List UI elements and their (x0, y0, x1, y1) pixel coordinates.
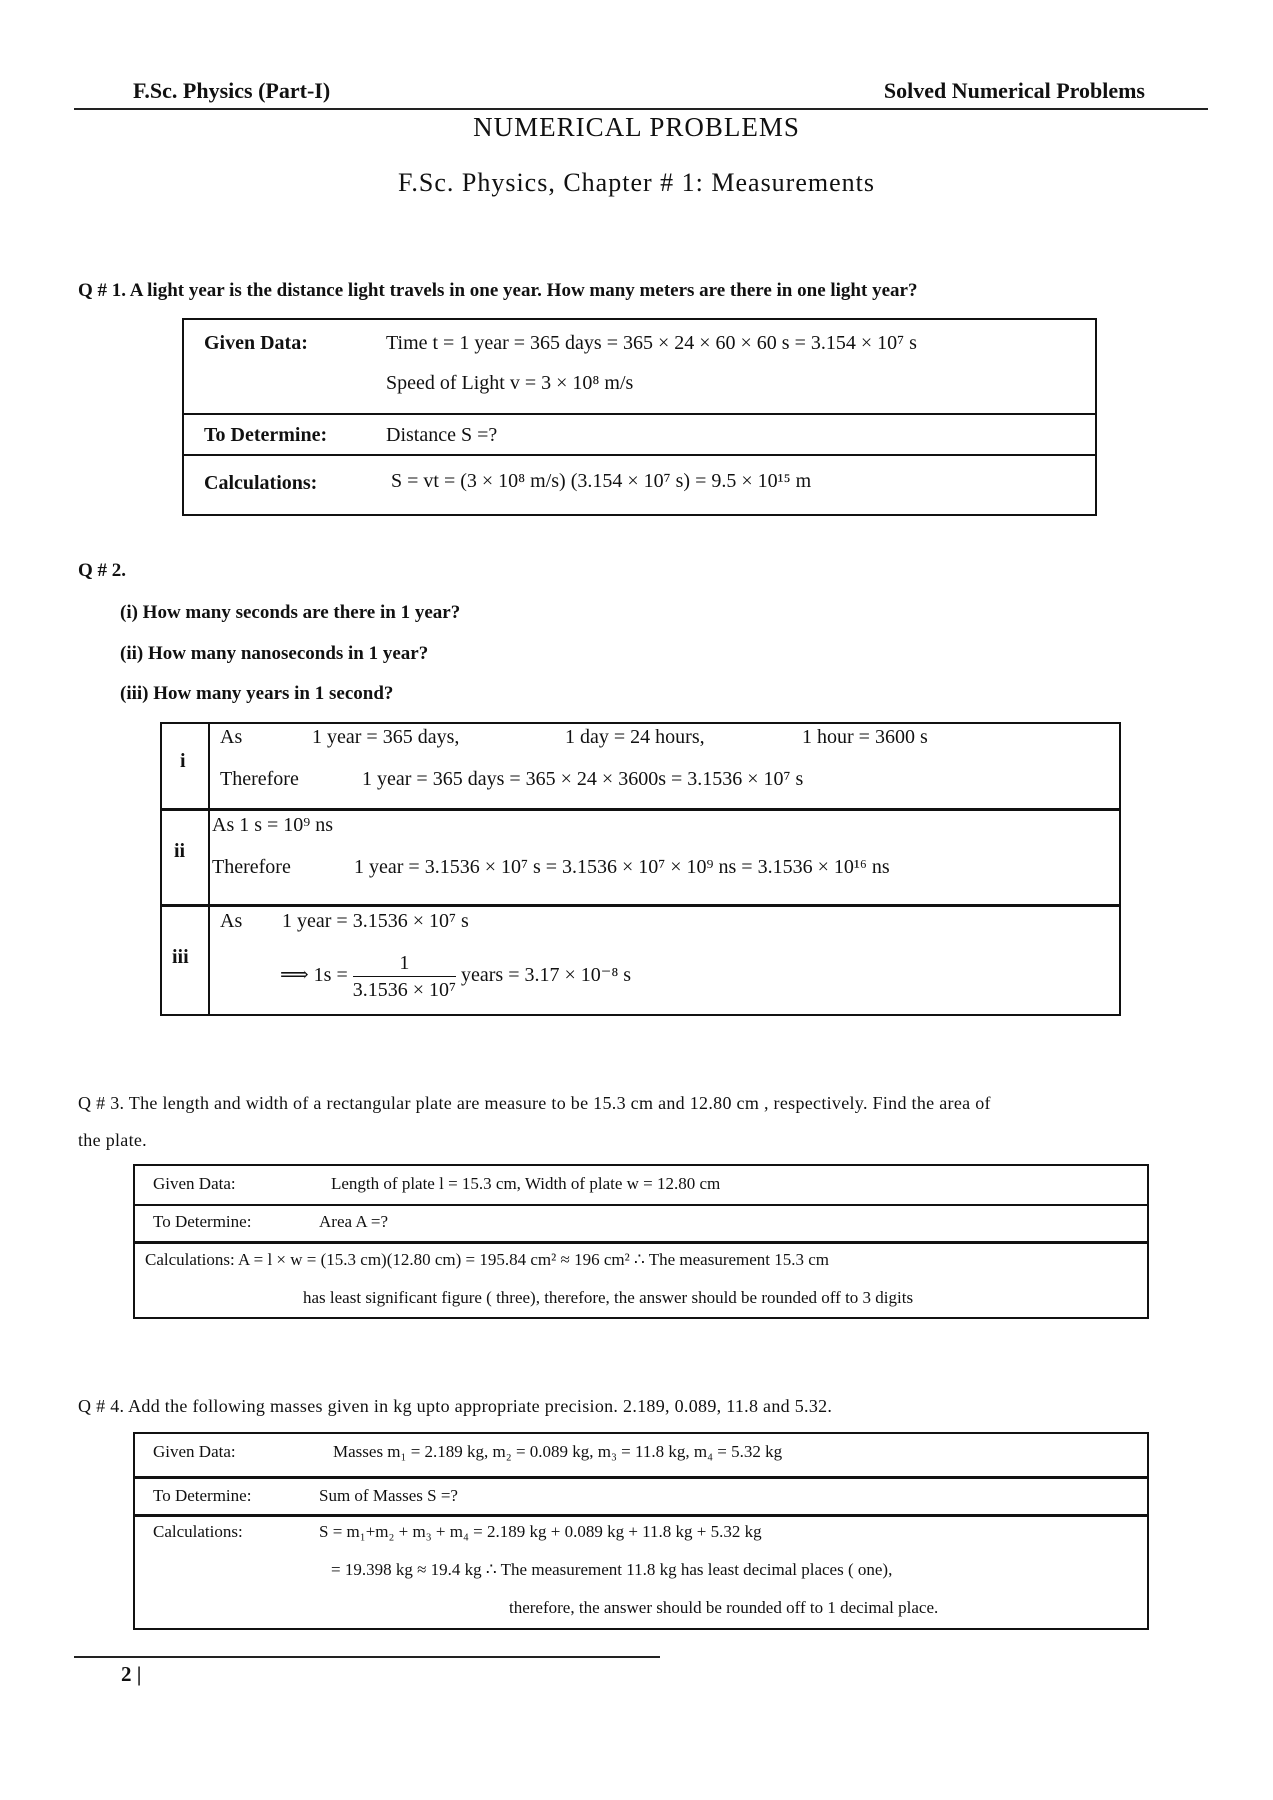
determine-label: To Determine: (153, 1486, 252, 1505)
fraction (353, 950, 456, 1003)
row-iii-result: years = 3.17 × 10⁻⁸ s (461, 964, 632, 987)
row-ii-result: 1 year = 3.1536 × 10⁷ s = 3.1536 × 10⁷ × 10⁹ ns = 3.1536 × 10¹⁶ ns (354, 856, 890, 878)
row-label-i: i (180, 750, 186, 772)
q1-table (182, 318, 1097, 516)
calc-line-1: Calculations: A = l × w = (15.3 cm)(12.80 cm) = 195.84 cm² ≈ 196 cm² ∴ The measurement 15.3 cm (145, 1250, 830, 1269)
given-label: Given Data: (153, 1174, 236, 1193)
footer-rule (74, 1656, 660, 1658)
row-label-iii: iii (172, 946, 189, 968)
row-ii-as: As 1 s = 10⁹ ns (212, 814, 334, 836)
header-left: F.Sc. Physics (Part-I) (133, 78, 331, 103)
row-iii-year: 1 year = 3.1536 × 10⁷ s (282, 910, 469, 932)
calc-line-1: S = m₁+m₂ + m₃ + m₄ = 2.189 kg + 0.089 kg + 11.8 kg + 5.32 kg (319, 1522, 762, 1541)
row-iii-as: As (220, 910, 243, 932)
page-title: NUMERICAL PROBLEMS (473, 112, 800, 142)
calc-label: Calculations: (153, 1522, 243, 1541)
determine-value: Area A =? (319, 1212, 389, 1231)
calc-line-2: = 19.398 kg ≈ 19.4 kg ∴ The measurement 11.8 kg has least decimal places ( one), (331, 1560, 893, 1579)
given-value: Length of plate l = 15.3 cm, Width of plate w = 12.80 cm (331, 1174, 721, 1193)
chapter-title: F.Sc. Physics, Chapter # 1: Measurements (398, 168, 875, 197)
row-i-therefore: Therefore (220, 768, 299, 790)
determine-label: To Determine: (204, 424, 328, 446)
given-speed: Speed of Light v = 3 × 10⁸ m/s (386, 372, 634, 394)
implies: ⟹ 1s = (280, 964, 348, 987)
calc-line-3: therefore, the answer should be rounded off to 1 decimal place. (509, 1598, 939, 1617)
q2-part-iii: (iii) How many years in 1 second? (120, 683, 394, 704)
given-value: Masses m₁ = 2.189 kg, m₂ = 0.089 kg, m₃ = 11.8 kg, m₄ = 5.32 kg (333, 1442, 783, 1461)
row-i-hour: 1 hour = 3600 s (802, 726, 928, 748)
q2-question: Q # 2. (78, 560, 127, 581)
determine-value: Sum of Masses S =? (319, 1486, 458, 1505)
row-label-ii: ii (174, 840, 186, 862)
row-i-result: 1 year = 365 days = 365 × 24 × 3600s = 3.1536 × 10⁷ s (362, 768, 804, 790)
numerator: 1 (353, 950, 456, 977)
calc-label: Calculations: (204, 472, 318, 494)
given-label: Given Data: (204, 332, 308, 354)
row-i-year: 1 year = 365 days, (312, 726, 460, 748)
calc-value: S = vt = (3 × 10⁸ m/s) (3.154 × 10⁷ s) = 9.5 × 10¹⁵ m (391, 470, 812, 492)
determine-label: To Determine: (153, 1212, 252, 1231)
header-right: Solved Numerical Problems (883, 78, 1145, 103)
row-iii-equation (280, 950, 631, 1003)
denominator: 3.1536 × 10⁷ (352, 979, 456, 1001)
determine-value: Distance S =? (386, 424, 498, 446)
header-rule (74, 108, 1208, 110)
q2-table (160, 722, 1121, 1016)
q2-part-ii: (ii) How many nanoseconds in 1 year? (120, 643, 429, 664)
q3-table (133, 1164, 1149, 1319)
q3-question-2: the plate. (78, 1130, 147, 1150)
q3-question-1: Q # 3. The length and width of a rectangular plate are measure to be 15.3 cm and 12.80 cm , respectively. Find the area of (78, 1093, 991, 1113)
q1-question: Q # 1. A light year is the distance light travels in one year. How many meters are there in one light year? (78, 280, 918, 301)
given-time: Time t = 1 year = 365 days = 365 × 24 × 60 × 60 s = 3.154 × 10⁷ s (386, 332, 917, 354)
q4-table (133, 1432, 1149, 1630)
given-label: Given Data: (153, 1442, 236, 1461)
row-i-as: As (220, 726, 243, 748)
calc-line-2: has least significant figure ( three), therefore, the answer should be rounded off to 3 digits (303, 1288, 914, 1307)
page-number: 2 | (121, 1662, 142, 1686)
q4-question: Q # 4. Add the following masses given in kg upto appropriate precision. 2.189, 0.089, 11.8 and 5.32. (78, 1396, 833, 1416)
row-ii-therefore: Therefore (212, 856, 291, 878)
row-i-day: 1 day = 24 hours, (565, 726, 705, 748)
q2-part-i: (i) How many seconds are there in 1 year? (120, 602, 461, 623)
